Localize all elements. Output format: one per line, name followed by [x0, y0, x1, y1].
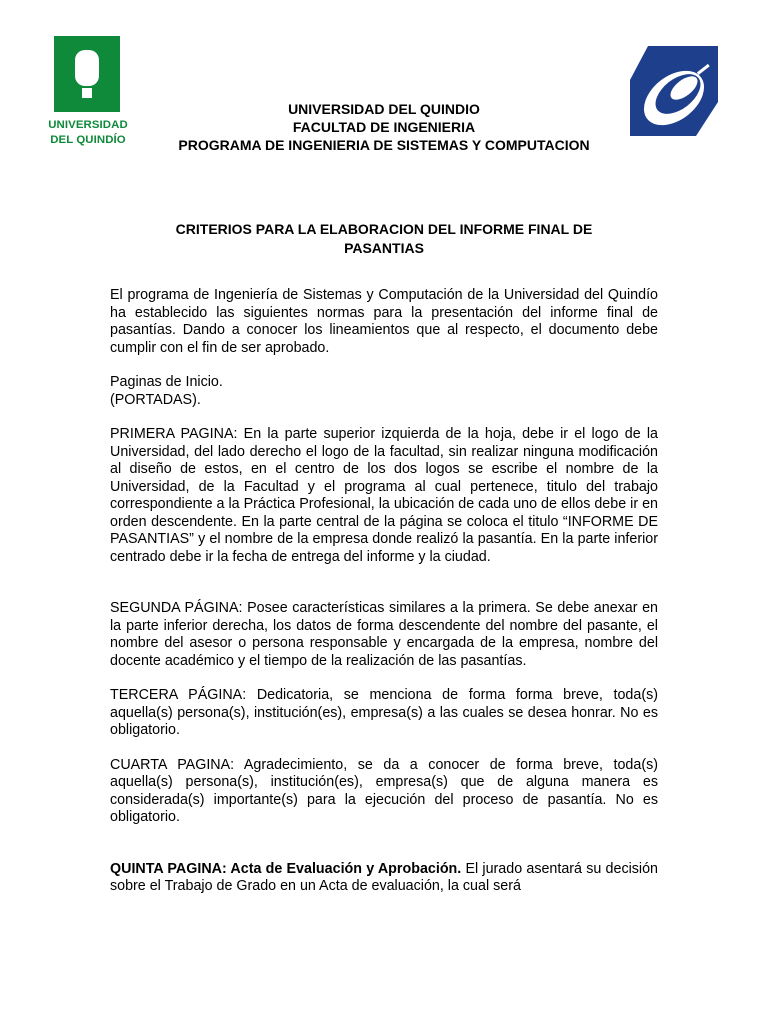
paragraph-tercera-pagina: TERCERA PÁGINA: Dedicatoria, se menciona de forma forma breve, toda(s) aquella(s) persona(s), institución(es), empresa(s) a las cuales se desea honrar. No es obligatorio.: [110, 687, 658, 738]
university-logo-line2: DEL QUINDÍO: [50, 134, 126, 146]
header-program: PROGRAMA DE INGENIERIA DE SISTEMAS Y COMPUTACION: [178, 137, 590, 153]
quinta-pagina-heading: QUINTA PAGINA: Acta de Evaluación y Aprobación.: [110, 860, 462, 877]
document-title: [100, 220, 668, 258]
title-line2: PASANTIAS: [344, 240, 424, 256]
paragraph-quinta-pagina: [110, 861, 658, 896]
header-university: UNIVERSIDAD DEL QUINDIO: [288, 101, 480, 117]
paragraph-cuarta-pagina: CUARTA PAGINA: Agradecimiento, se da a conocer de forma breve, toda(s) aquella(s) persona(s), institución(es), empresa(s) que de alguna manera es considerada(s) importante(s) para la ejecución del proceso de pasantía. No es obligatorio.: [110, 756, 658, 825]
document-body: [110, 287, 658, 896]
header-faculty: FACULTAD DE INGENIERIA: [292, 119, 476, 135]
paragraph-pages-start: Paginas de Inicio.: [110, 374, 223, 390]
title-line1: CRITERIOS PARA LA ELABORACION DEL INFORME FINAL DE: [175, 221, 593, 237]
document-header: [100, 100, 668, 154]
paragraph-segunda-pagina: SEGUNDA PÁGINA: Posee características similares a la primera. Se debe anexar en la parte inferior derecha, los datos de forma descendente del nombre del pasante, el nombre del asesor o persona responsable y encargada de la empresa, nombre del docente académico y el tiempo de la realización de las pasantías.: [110, 600, 658, 669]
paragraph-primera-pagina: PRIMERA PAGINA: En la parte superior izquierda de la hoja, debe ir el logo de la Universidad, del lado derecho el logo de la facultad, sin realizar ninguna modificación al diseño de estos, en el centro de los dos logos se escribe el nombre de la Universidad, de la Facultad y el programa al cual pertenece, titulo del trabajo correspondiente a la Práctica Profesional, la ubicación de cada uno de ellos debe ir en orden descendente. En la parte central de la página se coloca el titulo “INFORME DE PASANTIAS” y el nombre de la empresa donde realizó la pasantía. En la parte inferior centrado debe ir la fecha de entrega del informe y la ciudad.: [110, 426, 658, 565]
university-logo-line1: UNIVERSIDAD: [48, 119, 128, 131]
paragraph-intro: El programa de Ingeniería de Sistemas y Computación de la Universidad del Quindío ha establecido las siguientes normas para la presentación del informe final de pasantías. Dando a conocer los lineamientos que al respecto, el documento debe cumplir con el fin de ser aprobado.: [110, 287, 658, 356]
paragraph-portadas: (PORTADAS).: [110, 391, 201, 408]
quinta-pagina-text: El jurado asentará su decisión sobre el Trabajo de Grado en un Acta de evaluación, la cual será: [110, 860, 658, 894]
